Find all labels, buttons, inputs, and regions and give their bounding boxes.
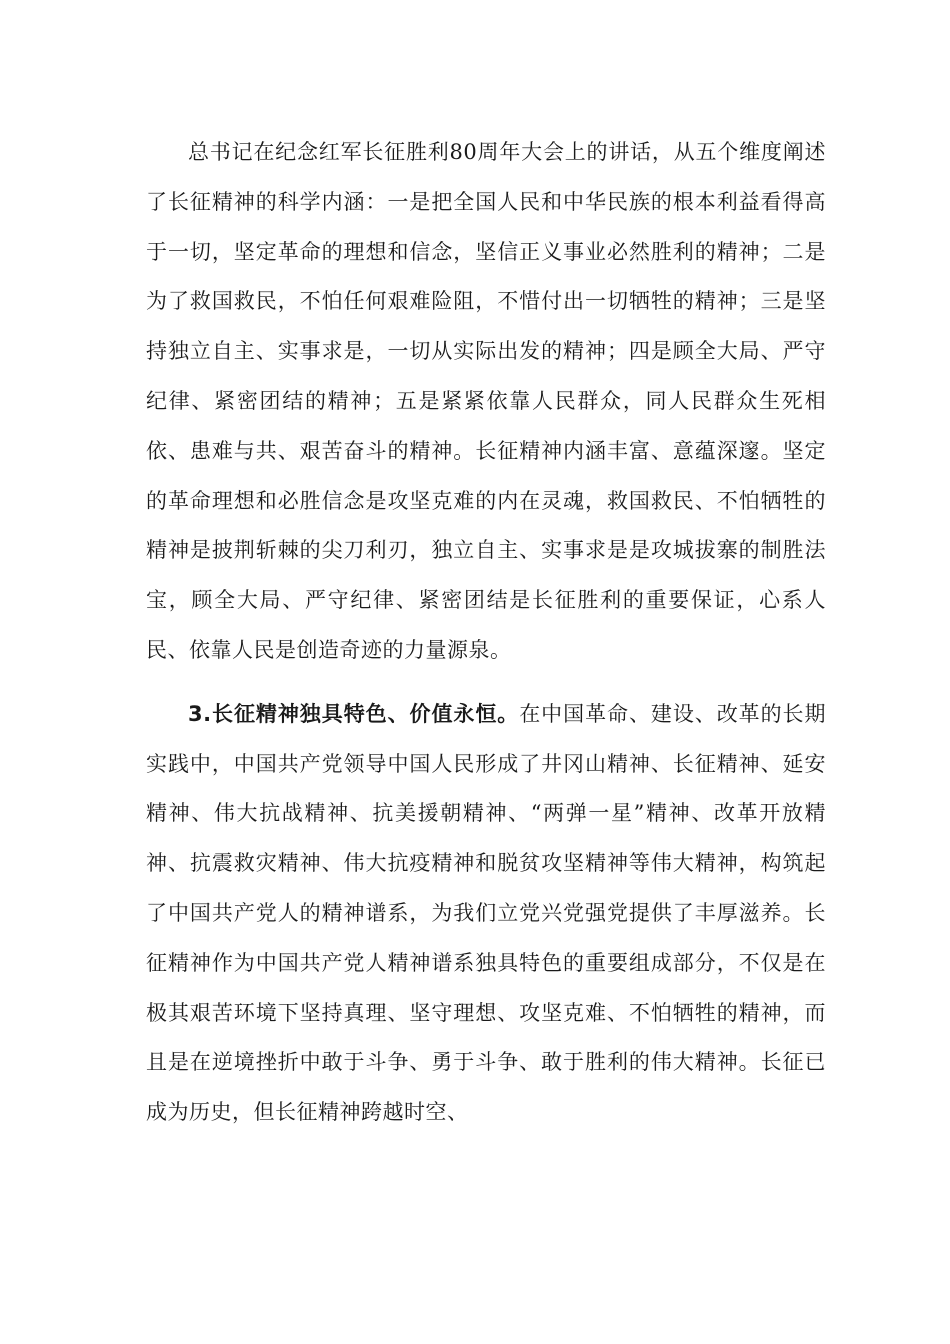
paragraph-long-march-spirit-connotation: 总书记在纪念红军长征胜利80周年大会上的讲话，从五个维度阐述了长征精神的科学内涵：一是把全国人民和中华民族的根本利益看得高于一切，坚定革命的理想和信念，坚信正义事业必然胜利的精神；二是为了救国救民，不怕任何艰难险阻，不惜付出一切牺牲的精神；三是坚持独立自主、实事求是，一切从实际出发的精神；四是顾全大局、严守纪律、紧密团结的精神；五是紧紧依靠人民群众，同人民群众生死相依、患难与共、艰苦奋斗的精神。长征精神内涵丰富、意蕴深邃。坚定的革命理想和必胜信念是攻坚克难的内在灵魂，救国救民、不怕牺牲的精神是披荆斩棘的尖刀利刃，独立自主、实事求是是攻城拔寨的制胜法宝，顾全大局、严守纪律、紧密团结是长征胜利的重要保证，心系人民、依靠人民是创造奇迹的力量源泉。 xyxy=(146,140,826,662)
paragraph-body: 在中国革命、建设、改革的长期实践中，中国共产党领导中国人民形成了井冈山精神、长征精神、延安精神、伟大抗战精神、抗美援朝精神、“两弹一星”精神、改革开放精神、抗震救灾精神、伟大抗疫精神和脱贫攻坚精神等伟大精神，构筑起了中国共产党人的精神谱系，为我们立党兴党强党提供了丰厚滋养。长征精神作为中国共产党人精神谱系独具特色的重要组成部分，不仅是在极其艰苦环境下坚持真理、坚守理想、攻坚克难、不怕牺牲的精神，而且是在逆境挫折中敢于斗争、勇于斗争、敢于胜利的伟大精神。长征已成为历史，但长征精神跨越时空、 xyxy=(146,701,826,1125)
section-heading: 3.长征精神独具特色、价值永恒。 xyxy=(188,701,520,726)
document-page xyxy=(146,128,826,1138)
paragraph-long-march-spirit-value xyxy=(146,690,826,1138)
